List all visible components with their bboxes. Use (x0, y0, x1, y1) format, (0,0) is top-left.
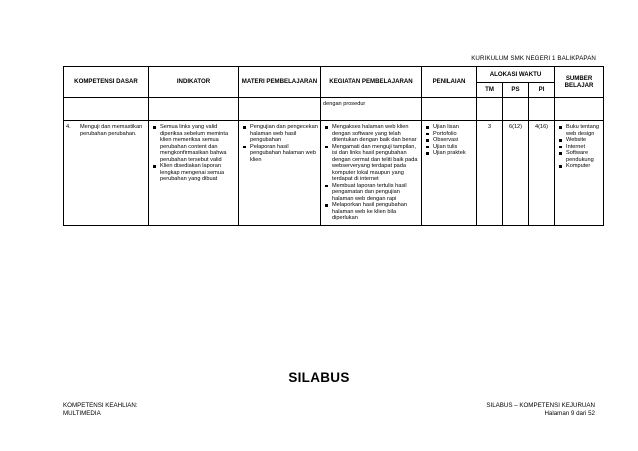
list-item: Komputer (557, 163, 601, 170)
header-ps: PS (503, 83, 529, 98)
list-item: Ujian tulis (424, 144, 474, 151)
list-item: Mengamati dan menguji tampilan, isi dan links hasil pengubahan dengan cermat dan teliti baik pada webserveryang terdapat pada komputer lokal maupun yang terdapat di internet (323, 144, 419, 183)
header-alokasi-waktu: ALOKASI WAKTU (477, 67, 555, 83)
list-item: Pengujian dan pengecekan halaman web hasil pengubahan (241, 124, 318, 144)
footer-competency-label: KOMPETENSI KEAHLIAN: (63, 402, 138, 409)
tm-cell: 3 (477, 121, 503, 226)
list-item: Portofolio (424, 131, 474, 138)
continuation-row (64, 98, 604, 121)
header-materi: MATERI PEMBELAJARAN (239, 67, 321, 98)
sumber-cell (555, 121, 604, 226)
header-tm: TM (477, 83, 503, 98)
list-item: Website (557, 137, 601, 144)
kompetensi-text: Menguji dan memastikan perubahan perubahan. (80, 124, 143, 137)
curriculum-header: KURIKULUM SMK NEGERI 1 BALIKPAPAN (471, 55, 596, 62)
list-item: Membuat laporan tertulis hasil pengamatan dan pengujian halaman web dengan rapi (323, 183, 419, 203)
list-item: Internet (557, 144, 601, 151)
list-item: Melaporkan hasil pengubahan halaman web ke klien bila diperlukan (323, 202, 419, 222)
continuation-text: dengan prosedur (321, 98, 422, 121)
list-item: Software pendukung (557, 150, 601, 163)
list-item: Pelaporan hasil pengubahan halaman web klien (241, 144, 318, 164)
pi-cell: 4(16) (529, 121, 555, 226)
header-sumber-belajar: SUMBER BELAJAR (555, 67, 604, 98)
list-item: Observasi (424, 137, 474, 144)
footer-page-number: Halaman 9 dari 52 (544, 410, 595, 418)
header-indikator: INDIKATOR (149, 67, 239, 98)
table-row (64, 121, 604, 226)
materi-cell (239, 121, 321, 226)
ps-cell: 6(12) (503, 121, 529, 226)
silabus-table (63, 66, 604, 226)
header-kompetensi-dasar: KOMPETENSI DASAR (64, 67, 149, 98)
page-title: SILABUS (288, 370, 350, 385)
list-item: Ujian lisan (424, 124, 474, 131)
header-penilaian: PENILAIAN (422, 67, 477, 98)
footer-document-title: SILABUS – KOMPETENSI KEJURUAN (486, 402, 595, 409)
kegiatan-cell (321, 121, 422, 226)
kompetensi-number: 4. (66, 124, 71, 130)
list-item: Semua links yang valid diperiksa sebelum meminta klien memeriksa semua perubahan content dan mengkonfirmasikan bahwa perubahan tersebut valid (151, 124, 236, 163)
footer-left (63, 402, 138, 418)
header-pi: PI (529, 83, 555, 98)
indikator-cell (149, 121, 239, 226)
list-item: Klien disediakan laporan lengkap mengenai semua perubahan yang dibuat (151, 163, 236, 183)
penilaian-cell (422, 121, 477, 226)
footer-competency-value: MULTIMEDIA (63, 410, 101, 418)
list-item: Buku tentang web design (557, 124, 601, 137)
list-item: Ujian praktek (424, 150, 474, 157)
header-kegiatan: KEGIATAN PEMBELAJARAN (321, 67, 422, 98)
footer-right (486, 402, 595, 418)
list-item: Mengakses halaman web klien dengan software yang telah ditentukan dengan baik dan benar (323, 124, 419, 144)
kompetensi-cell (64, 121, 149, 226)
